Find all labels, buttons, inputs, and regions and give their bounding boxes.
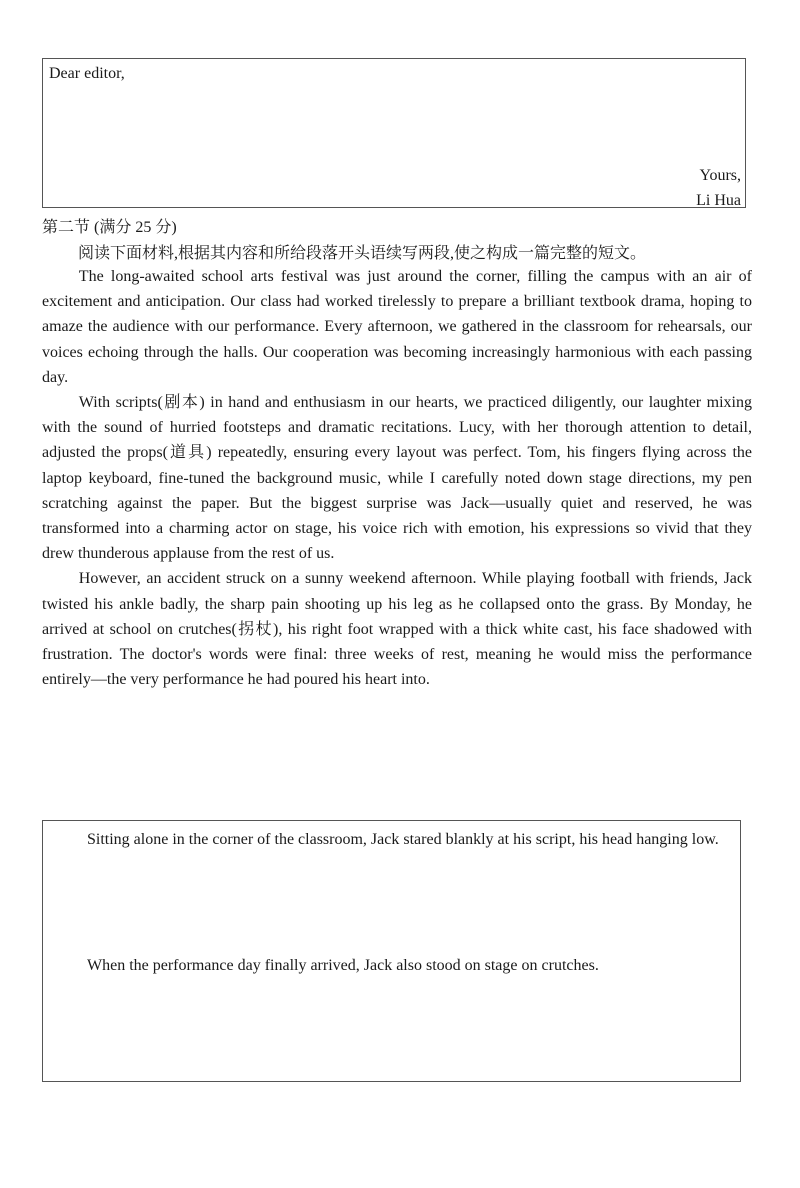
passage-paragraph: However, an accident struck on a sunny weekend afternoon. While playing football with friends, Jack twisted his ankle badly, the sharp pain shooting up his leg as he collapsed onto the grass. By Monday, he arrived at school on crutches(拐杖), his right foot wrapped with a thick white cast, his face shadowed with frustration. The doctor's words were final: three weeks of rest, meaning he would miss the performance entirely—the very performance he had poured his heart into. — [42, 570, 752, 689]
letter-closing — [696, 163, 741, 213]
section-instruction: 阅读下面材料,根据其内容和所给段落开头语续写两段,使之构成一篇完整的短文。 — [78, 245, 647, 262]
letter-signature: Li Hua — [696, 192, 741, 209]
letter-writing-box — [42, 58, 746, 208]
reading-passage — [42, 264, 752, 692]
passage-paragraph: With scripts(剧本) in hand and enthusiasm in our hearts, we practiced diligently, our laughter mixing with the sound of hurried footsteps and dramatic recitations. Lucy, with her thorough attention to detail, adjusted the props(道具) repeatedly, ensuring every layout was perfect. Tom, his fingers flying across the laptop keyboard, fine-tuned the background music, while I carefully noted down stage directions, my pen scratching against the paper. But the biggest surprise was Jack—usually quiet and reserved, he was transformed into a charming actor on stage, his voice rich with emotion, his expressions so vivid that they drew thunderous applause from the rest of us. — [42, 394, 752, 563]
section-title: 第二节 (满分 25 分) — [42, 219, 177, 236]
passage-paragraph: The long-awaited school arts festival was just around the corner, filling the campus with an air of excitement and anticipation. Our class had worked tirelessly to prepare a brilliant textbook drama, hoping to amaze the audience with our performance. Every afternoon, we gathered in the classroom for rehearsals, our voices echoing through the halls. Our cooperation was becoming increasingly harmonious with each passing day. — [42, 268, 752, 386]
letter-salutation: Dear editor, — [49, 65, 125, 82]
continuation-prompt-1: Sitting alone in the corner of the classroom, Jack stared blankly at his script, his head hanging low. — [87, 831, 719, 848]
continuation-prompt-2: When the performance day finally arrived, Jack also stood on stage on crutches. — [87, 957, 599, 974]
letter-closing-yours: Yours, — [699, 167, 741, 184]
continuation-writing-box — [42, 820, 741, 1082]
